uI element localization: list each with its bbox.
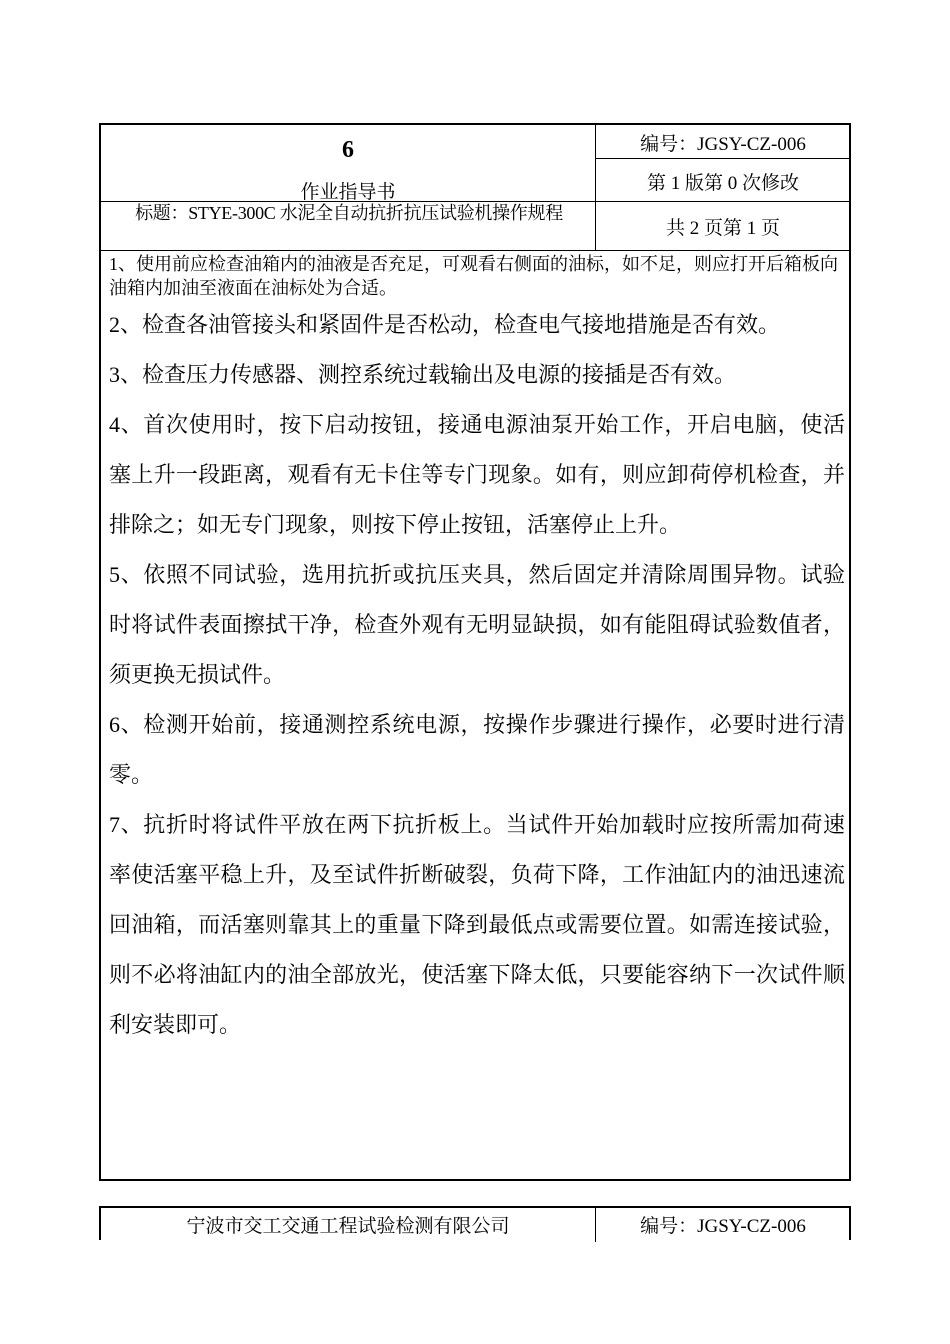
footer-document-code: 编号：JGSY-CZ-006 xyxy=(640,1216,806,1237)
document-type: 作业指导书 xyxy=(300,182,396,203)
document-title: 标题：STYE-300C 水泥全自动抗折抗压试验机操作规程 xyxy=(135,203,563,223)
page-info: 共 2 页第 1 页 xyxy=(665,218,780,239)
instruction-body xyxy=(109,252,845,1050)
header-divider-bottom xyxy=(101,250,851,251)
revision-info: 第 1 版第 0 次修改 xyxy=(646,173,799,194)
document-frame xyxy=(99,123,851,1181)
instruction-paragraph: 1、使用前应检查油箱内的油液是否充足，可观看右侧面的油标，如不足，则应打开后箱板向油箱内加油至液面在油标处为合适。 xyxy=(109,254,838,298)
document-code: 编号：JGSY-CZ-006 xyxy=(640,134,806,155)
instruction-paragraph: 4、首次使用时，按下启动按钮，接通电源油泵开始工作，开启电脑，使活塞上升一段距离，观看有无卡住等专门现象。如有，则应卸荷停机检查，并排除之；如无专门现象，则按下停止按钮，活塞停止上升。 xyxy=(109,412,845,537)
instruction-paragraph: 6、检测开始前，接通测控系统电源，按操作步骤进行操作，必要时进行清零。 xyxy=(109,712,845,787)
company-name: 宁波市交工交通工程试验检测有限公司 xyxy=(186,1216,510,1237)
header-divider-right xyxy=(595,158,851,159)
footer-table xyxy=(99,1206,851,1240)
instruction-paragraph: 3、检查压力传感器、测控系统过载输出及电源的接插是否有效。 xyxy=(109,362,737,387)
document-number: 6 xyxy=(342,137,354,163)
instruction-paragraph: 2、检查各油管接头和紧固件是否松动，检查电气接地措施是否有效。 xyxy=(109,312,781,337)
instruction-paragraph: 5、依照不同试验，选用抗折或抗压夹具，然后固定并清除周围异物。试验时将试件表面擦拭干净，检查外观有无明显缺损，如有能阻碍试验数值者，须更换无损试件。 xyxy=(109,562,845,687)
instruction-paragraph: 7、抗折时将试件平放在两下抗折板上。当试件开始加载时应按所需加荷速率使活塞平稳上升，及至试件折断破裂，负荷下降，工作油缸内的油迅速流回油箱，而活塞则靠其上的重量下降到最低点或需要位置。如需连接试验，则不必将油缸内的油全部放光，使活塞下降太低，只要能容纳下一次试件顺利安装即可。 xyxy=(109,812,845,1037)
